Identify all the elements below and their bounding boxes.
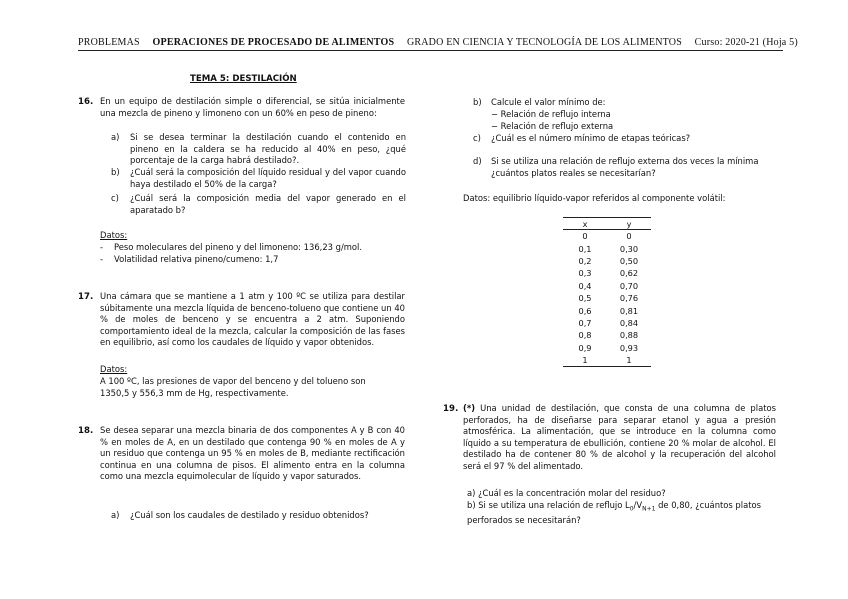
table-cell-x: 0,2 bbox=[578, 255, 592, 266]
problem-16-number: 16. bbox=[78, 97, 94, 107]
problem-18-b-label: b) bbox=[473, 97, 482, 107]
table-row bbox=[563, 342, 651, 354]
table-row bbox=[563, 329, 651, 341]
page-title: TEMA 5: DESTILACIÓN bbox=[190, 74, 297, 84]
table-header-row bbox=[563, 218, 651, 230]
table-row bbox=[563, 280, 651, 292]
problem-19-b-text bbox=[467, 500, 777, 527]
problem-18-b-text: Calcule el valor mínimo de: bbox=[491, 97, 606, 107]
problem-19-b-sub1: 0 bbox=[629, 505, 634, 513]
problem-18-d-label: d) bbox=[473, 156, 482, 166]
table-cell-x: 0,6 bbox=[578, 305, 592, 316]
table-cell-x: 0 bbox=[582, 231, 588, 242]
problem-16-datos-label: Datos: bbox=[100, 230, 128, 240]
equilibrium-table bbox=[563, 217, 651, 367]
header-problemas: PROBLEMAS bbox=[78, 37, 140, 48]
problem-19-statement bbox=[463, 403, 776, 473]
table-cell-y: 1 bbox=[607, 354, 651, 367]
problem-18-c-label: c) bbox=[473, 133, 481, 143]
problem-18-b-item-2: − Relación de reflujo externa bbox=[491, 121, 614, 131]
problem-18-d-text: Si se utiliza una relación de reflujo externa dos veces la mínima ¿cuántos platos reales se necesitarían? bbox=[491, 156, 759, 178]
page-header bbox=[78, 37, 798, 48]
table-cell-x: 0,8 bbox=[578, 330, 592, 341]
problem-18-datos-text: Datos: equilibrio líquido-vapor referidos al componente volátil: bbox=[463, 193, 726, 203]
problem-19-text: Una unidad de destilación, que consta de una columna de platos perforados, ha de diseñarse para separar etanol y agua a presión atmosférica. La alimentación, que se introduce en la columna como líquido a su temperatura de ebullición, contiene 20 % molar de alcohol. El destilado ha de contener 80 % de alcohol y la recuperación del alcohol será el 97 % del alimentado. bbox=[463, 403, 776, 471]
table-cell-x: 0,9 bbox=[578, 342, 592, 353]
table-cell-x: 0,4 bbox=[578, 280, 592, 291]
problem-19-a-text: a) ¿Cuál es la concentración molar del residuo? bbox=[467, 488, 666, 498]
table-row bbox=[563, 242, 651, 254]
problem-19-b-sub2: N+1 bbox=[642, 505, 656, 513]
table-row bbox=[563, 317, 651, 329]
table-cell-y: 0,62 bbox=[619, 268, 639, 279]
problem-19-b-post: de 0,80, ¿cuántos platos perforados se necesitarán? bbox=[467, 500, 761, 526]
problem-19-number: 19. bbox=[443, 404, 459, 414]
table-header-y: y bbox=[607, 218, 651, 230]
problem-18-a-text: ¿Cuál son los caudales de destilado y residuo obtenidos? bbox=[130, 510, 369, 520]
header-course: OPERACIONES DE PROCESADO DE ALIMENTOS bbox=[152, 37, 395, 48]
problem-16-datum-1: Peso moleculares del pineno y del limoneno: 136,23 g/mol. bbox=[114, 242, 363, 252]
table-cell-x: 0,3 bbox=[578, 268, 592, 279]
problem-19-b-pre: b) Si se utiliza una relación de reflujo L bbox=[467, 500, 630, 510]
header-year: Curso: 2020-21 (Hoja 5) bbox=[694, 37, 798, 48]
problem-16-a-text: Si se desea terminar la destilación cuando el contenido en pineno en la caldera se ha reducido al 40% en peso, ¿qué porcentaje de la carga habrá destilado?. bbox=[130, 132, 406, 166]
table-row bbox=[563, 267, 651, 279]
problem-18-c-text: ¿Cuál es el número mínimo de etapas teóricas? bbox=[491, 133, 691, 143]
problem-16-dash-2: - bbox=[100, 254, 104, 264]
problem-16-c-label: c) bbox=[111, 193, 119, 203]
problem-18-number: 18. bbox=[78, 426, 94, 436]
table-cell-y: 0,50 bbox=[619, 255, 639, 266]
table-cell-x: 0,1 bbox=[578, 243, 592, 254]
table-cell-y: 0,70 bbox=[619, 280, 639, 291]
table-cell-x: 0,7 bbox=[578, 317, 592, 328]
table-cell-y: 0,76 bbox=[619, 293, 639, 304]
header-divider bbox=[78, 50, 783, 51]
table-cell-y: 0 bbox=[626, 231, 632, 242]
table-row bbox=[563, 255, 651, 267]
problem-19-star: (*) bbox=[463, 403, 476, 413]
problem-16-a-label: a) bbox=[111, 132, 120, 142]
problem-17-statement: Una cámara que se mantiene a 1 atm y 100 ºC se utiliza para destilar súbitamente una mezcla líquida de benceno-tolueno que contiene un 40 % de moles de benceno y se encuentra a 2 atm. Suponiendo comportamiento ideal de la mezcla, calcular la composición de las fases en equilibrio, así como los caudales de líquido y vapor obtenidos. bbox=[100, 291, 405, 348]
problem-16-c-text: ¿Cuál será la composición media del vapor generado en el aparatado b? bbox=[130, 193, 406, 215]
table-header-x: x bbox=[563, 218, 607, 230]
header-degree: GRADO EN CIENCIA Y TECNOLOGÍA DE LOS ALIMENTOS bbox=[406, 37, 682, 48]
problem-17-datos-label: Datos: bbox=[100, 364, 128, 374]
problem-17-number: 17. bbox=[78, 292, 94, 302]
table-cell-y: 0,93 bbox=[619, 342, 639, 353]
table-cell-y: 0,88 bbox=[619, 330, 639, 341]
problem-17-datos-text: A 100 ºC, las presiones de vapor del benceno y del tolueno son 1350,5 y 556,3 mm de Hg, respectivamente. bbox=[100, 376, 366, 398]
table-cell-y: 0,84 bbox=[619, 317, 639, 328]
problem-18-a-label: a) bbox=[111, 510, 120, 520]
table-cell-y: 0,81 bbox=[619, 305, 639, 316]
problem-16-dash-1: - bbox=[100, 242, 104, 252]
problem-16-b-text: ¿Cuál será la composición del líquido residual y del vapor cuando haya destilado el 50% de la carga? bbox=[130, 167, 406, 189]
table-row bbox=[563, 304, 651, 316]
problem-19-b-mid: /V bbox=[633, 500, 643, 510]
table-cell-x: 0,5 bbox=[578, 293, 592, 304]
problem-16-b-label: b) bbox=[111, 167, 120, 177]
problem-18-statement: Se desea separar una mezcla binaria de dos componentes A y B con 40 % en moles de A, en un destilado que contenga 90 % en moles de A y un residuo que contenga un 95 % en moles de B, mediante rectificación continua en una columna de pisos. El alimento entra en la columna como una mezcla equimolecular de líquido y vapor saturados. bbox=[100, 425, 405, 482]
problem-16-datum-2: Volatilidad relativa pineno/cumeno: 1,7 bbox=[114, 254, 279, 264]
problem-18-b-item-1: − Relación de reflujo interna bbox=[491, 109, 611, 119]
table-row bbox=[563, 292, 651, 304]
table-cell-y: 0,30 bbox=[619, 243, 639, 254]
problem-16-statement: En un equipo de destilación simple o diferencial, se sitúa inicialmente una mezcla de pineno y limoneno con un 60% en peso de pineno: bbox=[100, 96, 405, 118]
table-row bbox=[563, 354, 651, 367]
table-cell-x: 1 bbox=[563, 354, 607, 367]
table-row bbox=[563, 230, 651, 243]
